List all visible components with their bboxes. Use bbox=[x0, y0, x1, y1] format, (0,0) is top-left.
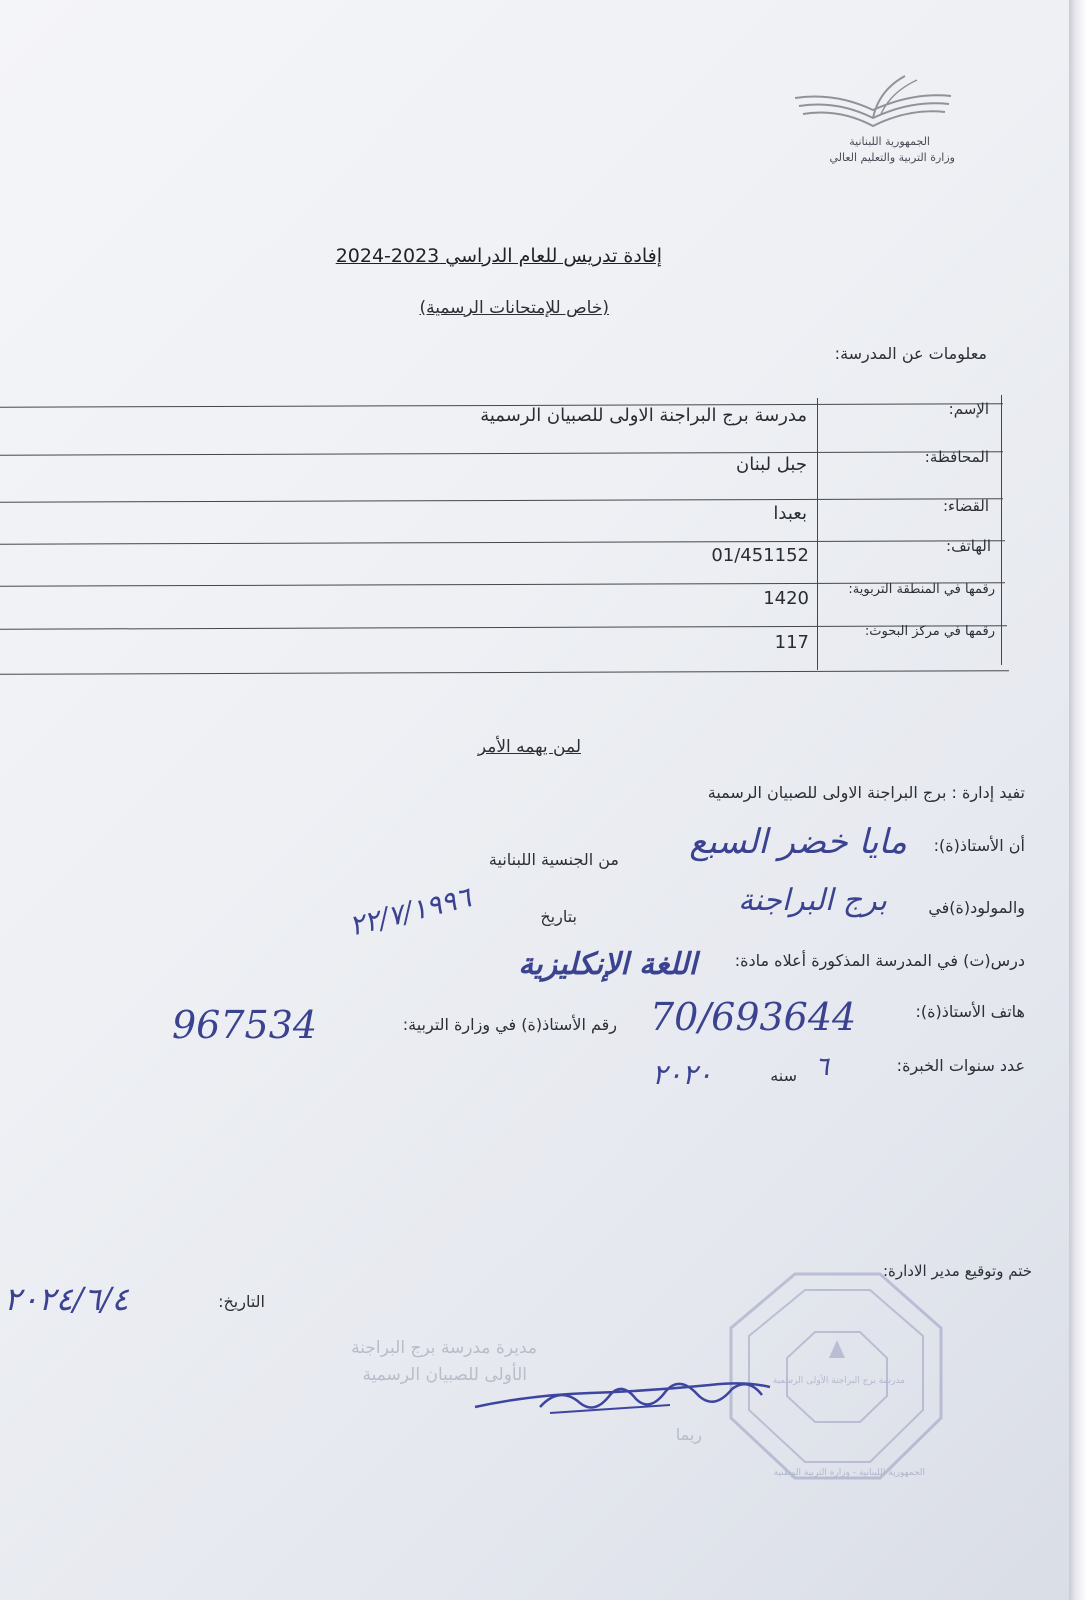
research-center-number-label: رقمها في مركز البحوث: bbox=[864, 624, 995, 639]
experience-note-handwritten: ٢٠٢٠ bbox=[652, 1058, 713, 1091]
document-subtitle: (خاص للإمتحانات الرسمية) bbox=[419, 298, 609, 318]
edu-zone-number-label: رقمها في المنطقة التربوية: bbox=[848, 582, 995, 597]
research-center-number-value: 117 bbox=[774, 632, 809, 653]
birth-place-handwritten: برج البراجنة bbox=[738, 883, 887, 918]
district-label: القضاء: bbox=[942, 497, 989, 515]
school-name-label: الإسم: bbox=[948, 400, 989, 418]
ministry-name-line2: وزارة التربية والتعليم العالي bbox=[829, 151, 955, 164]
stamp-overlay-line1: مديرة مدرسة برج البراجنة bbox=[351, 1338, 537, 1358]
subject-handwritten: اللغة الإنكليزية bbox=[518, 947, 697, 982]
ministry-number-handwritten: 967534 bbox=[172, 1003, 318, 1047]
phone-label: الهاتف: bbox=[946, 537, 991, 555]
signature-label: ختم وتوقيع مدير الادارة: bbox=[882, 1262, 1032, 1280]
phone-value: 01/451152 bbox=[711, 545, 809, 566]
experience-label: عدد سنوات الخبرة: bbox=[896, 1056, 1025, 1075]
school-info-table bbox=[0, 0, 1087, 700]
teacher-phone-label: هاتف الأستاذ(ة): bbox=[915, 1002, 1025, 1021]
stamp-overlay-line3: ريما bbox=[675, 1425, 702, 1444]
ministry-name-line1: الجمهورية اللبنانية bbox=[849, 135, 930, 148]
teacher-name-handwritten: مايا خضر السبع bbox=[689, 822, 907, 862]
school-info-heading: معلومات عن المدرسة: bbox=[834, 344, 987, 363]
born-prefix: والمولود(ة)في bbox=[928, 898, 1025, 917]
edu-zone-number-value: 1420 bbox=[763, 588, 809, 609]
document-title: إفادة تدريس للعام الدراسي 2023-2024 bbox=[335, 245, 662, 267]
experience-years-handwritten: ٦ bbox=[815, 1052, 829, 1082]
nationality-text: من الجنسية اللبنانية bbox=[488, 850, 619, 869]
governorate-label: المحافظة: bbox=[924, 448, 989, 466]
birth-date-handwritten: ٢٢/٧/١٩٩٦ bbox=[345, 880, 475, 943]
director-signature bbox=[470, 1355, 790, 1435]
teacher-prefix: أن الأستاذ(ة): bbox=[933, 836, 1025, 855]
school-name-value: مدرسة برج البراجنة الاولى للصبيان الرسمية bbox=[480, 405, 807, 426]
stamp-outer-text: الجمهورية اللبنانية - وزارة التربية الوطنية bbox=[773, 1468, 925, 1478]
ministry-number-label: رقم الأستاذ(ة) في وزارة التربية: bbox=[402, 1015, 617, 1034]
born-date-prefix: بتاريخ bbox=[540, 907, 577, 926]
stamp-inner-text: مدرسة برج البراجنة الأولى الرسمية bbox=[772, 1376, 905, 1386]
year-word: سنه bbox=[770, 1066, 797, 1085]
date-label: التاريخ: bbox=[218, 1292, 265, 1311]
teacher-phone-handwritten: 70/693644 bbox=[650, 995, 857, 1039]
stamp-overlay-line2: الأولى للصبيان الرسمية bbox=[362, 1365, 527, 1385]
governorate-value: جبل لبنان bbox=[736, 454, 807, 475]
district-value: بعبدا bbox=[773, 503, 807, 524]
administration-statement: تفيد إدارة : برج البراجنة الاولى للصبيان الرسمية bbox=[707, 783, 1025, 802]
taught-subject-prefix: درس(ت) في المدرسة المذكورة أعلاه مادة: bbox=[734, 951, 1025, 970]
certificate-heading: لمن يهمه الأمر bbox=[477, 737, 581, 757]
date-handwritten: ٢٠٢٤/٦/٤ bbox=[4, 1280, 129, 1318]
